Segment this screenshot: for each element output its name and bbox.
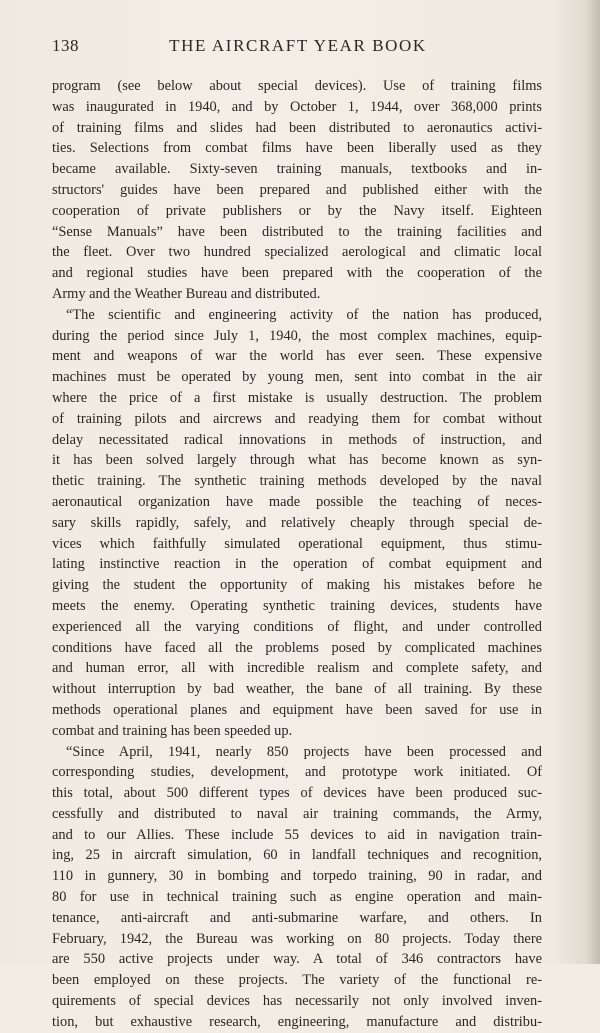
text-line: this total, about 500 different types of devices have been produced suc- (52, 785, 542, 802)
text-line: “Since April, 1941, nearly 850 projects have been processed and (66, 743, 542, 760)
text-line: ment and weapons of war the world has ever seen. These expensive (52, 348, 542, 365)
text-line: thetic training. The synthetic training methods developed by the naval (52, 473, 542, 490)
text-line: are 550 active projects under way. A total of 346 contractors have (52, 951, 542, 968)
text-line: “Sense Manuals” have been distributed to the training facilities and (52, 223, 542, 240)
text-line: giving the student the opportunity of making his mistakes before he (52, 577, 542, 594)
paragraph (52, 76, 542, 305)
text-line: was inaugurated in 1940, and by October 1, 1944, over 368,000 prints (52, 98, 542, 115)
text-line: the fleet. Over two hundred specialized aerological and climatic local (52, 244, 542, 261)
page-header (52, 36, 544, 60)
text-line: lating instinctive reaction in the operation of combat equipment and (52, 556, 542, 573)
text-line: became available. Sixty-seven training manuals, textbooks and in- (52, 161, 542, 178)
paragraph (52, 305, 542, 742)
text-line: cooperation of private publishers or by the Navy itself. Eighteen (52, 202, 542, 219)
text-line: ties. Selections from combat films have been liberally used as they (52, 140, 542, 157)
text-line: methods operational planes and equipment have been saved for use in (52, 701, 542, 718)
text-line: conditions have faced all the problems posed by complicated machines (52, 639, 542, 656)
text-line: delay necessitated radical innovations in methods of instruction, and (52, 431, 542, 448)
page-number: 138 (52, 36, 79, 55)
text-line: tenance, anti-aircraft and anti-submarine warfare, and others. In (52, 909, 542, 926)
text-line: and regional studies have been prepared with the cooperation of the (52, 265, 542, 282)
text-line: 110 in gunnery, 30 in bombing and torpedo training, 90 in radar, and (52, 868, 542, 885)
text-line: sary skills rapidly, safely, and relatively cheaply through special de- (52, 514, 542, 531)
text-line: it has been solved largely through what has become known as syn- (52, 452, 542, 469)
paragraph (52, 742, 542, 1033)
text-line: tion, but exhaustive research, engineering, manufacture and distribu- (52, 1013, 542, 1030)
text-line: ing, 25 in aircraft simulation, 60 in landfall techniques and recognition, (52, 847, 542, 864)
text-line: without interruption by bad weather, the bane of all training. By these (52, 681, 542, 698)
text-line: and to our Allies. These include 55 devices to aid in navigation train- (52, 826, 542, 843)
text-line: cessfully and distributed to naval air training commands, the Army, (52, 805, 542, 822)
running-head: THE AIRCRAFT YEAR BOOK (169, 36, 427, 55)
text-line: quirements of special devices has necessarily not only involved inven- (52, 993, 542, 1010)
text-line: machines must be operated by young men, sent into combat in the air (52, 369, 542, 386)
text-line: Army and the Weather Bureau and distributed. (52, 285, 321, 302)
text-line: 80 for use in technical training such as engine operation and main- (52, 889, 542, 906)
text-line: aeronautical organization have made possible the teaching of neces- (52, 493, 542, 510)
text-line: program (see below about special devices). Use of training films (52, 78, 542, 94)
text-line: vices which faithfully simulated operational equipment, thus stimu- (52, 535, 542, 552)
text-line: been employed on these projects. The variety of the functional re- (52, 972, 542, 989)
text-line: and human error, all with incredible realism and complete safety, and (52, 660, 542, 677)
body-text (52, 76, 542, 1033)
text-line: corresponding studies, development, and prototype work initiated. Of (52, 764, 542, 781)
text-line: where the price of a first mistake is usually destruction. The problem (52, 389, 542, 406)
text-line: structors' guides have been prepared and published either with the (52, 181, 542, 198)
text-line: of training films and slides had been distributed to aeronautics activi- (52, 119, 542, 136)
page-edge-shadow (586, 0, 600, 964)
text-line: during the period since July 1, 1940, the most complex machines, equip- (52, 327, 542, 344)
text-line: combat and training has been speeded up. (52, 722, 293, 739)
text-line: meets the enemy. Operating synthetic training devices, students have (52, 597, 542, 614)
text-line: “The scientific and engineering activity of the nation has produced, (66, 306, 542, 323)
text-line: February, 1942, the Bureau was working on 80 projects. Today there (52, 930, 542, 947)
text-line: of training pilots and aircrews and readying them for combat without (52, 410, 542, 427)
text-line: experienced all the varying conditions of flight, and under controlled (52, 618, 542, 635)
